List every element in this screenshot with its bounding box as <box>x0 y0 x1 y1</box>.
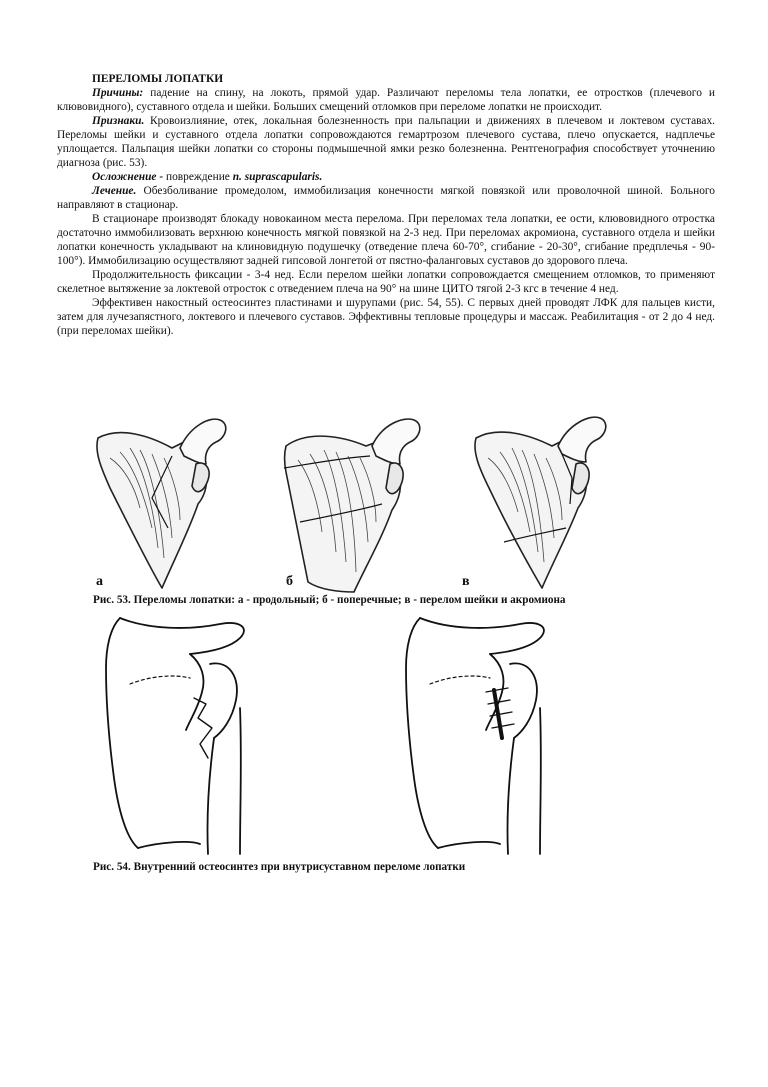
treatment-text: Обезболивание промедолом, иммобилизация конечности мягкой повязкой или проволочной шиной. Больного направляют в стационар. <box>57 185 715 211</box>
figure-53-label-c: в <box>462 574 470 589</box>
article-body <box>57 72 715 338</box>
treatment-lead: Лечение. <box>92 185 137 197</box>
complication-paragraph <box>57 170 715 184</box>
article-title: ПЕРЕЛОМЫ ЛОПАТКИ <box>92 73 224 85</box>
duration-paragraph: Продолжительность фиксации - 3-4 нед. Если перелом шейки лопатки сопровождается смещением отломков, то применяют скелетное вытяжение за локтевой отросток с отведением плеча на 90° на шине ЦИТО тягой 2-3 кгс в течение 4 нед. <box>57 269 715 295</box>
shoulder-after <box>406 618 544 854</box>
hospital-paragraph: В стационаре производят блокаду новокаином места перелома. При переломах тела лопатки, ее ости, клювовидного отростка достаточно иммобилизовать верхнюю конечность мягкой повязкой на 2-3 нед. При переломах акромиона, суставного отдела и шейки лопатки конечность укладывают на клиновидную подушечку (отведение плеча 60-70°, сгибание - 20-30°, сгибание предплечья - 90-100°). Иммобилизацию осуществляют задней гипсовой лонгетой от пястно-фаланговых суставов до здорового плеча. <box>57 213 715 267</box>
signs-text: Кровоизлияние, отек, локальная болезненность при пальпации и движениях в плечевом и локтевом суставах. Переломы шейки и суставного отдела лопатки сопровождаются гемартрозом плечевого сустава, плечо опускается, надплечье уплощается. Пальпация шейки лопатки со стороны подмышечной ямки резко болезненна. Рентгенография способствует уточнению диагноза (рис. 53). <box>57 115 715 169</box>
signs-paragraph <box>57 114 715 170</box>
treatment-paragraph <box>57 184 715 212</box>
figure-54-drawing <box>90 608 570 858</box>
figure-53 <box>80 408 640 596</box>
scapula-a <box>97 419 226 588</box>
causes-text: падение на спину, на локоть, прямой удар. Различают переломы тела лопатки, ее отростков (плечевого и клювовидного), суставного отдела и шейки. Больших смещений отломков при переломе лопатки не происходит. <box>57 87 715 113</box>
causes-paragraph <box>57 86 715 114</box>
shoulder-before <box>106 618 244 854</box>
causes-lead: Причины: <box>92 87 144 99</box>
complication-lead: Осложнение - <box>92 171 164 183</box>
figure-53-drawing <box>80 408 640 596</box>
scapula-c <box>475 417 606 588</box>
complication-text: повреждение <box>163 171 233 183</box>
figure-54-caption: Рис. 54. Внутренний остеосинтез при внутрисуставном переломе лопатки <box>93 861 466 873</box>
figure-53-label-a: а <box>96 574 103 589</box>
figure-54 <box>90 608 570 858</box>
figure-53-caption: Рис. 53. Переломы лопатки: а - продольный; б - поперечные; в - перелом шейки и акромиона <box>93 594 566 606</box>
figure-53-label-b: б <box>286 574 293 589</box>
osteosynthesis-paragraph: Эффективен накостный остеосинтез пластинами и шурупами (рис. 54, 55). С первых дней проводят ЛФК для пальцев кисти, затем для лучезапястного, локтевого и плечевого суставов. Эффективны тепловые процедуры и массаж. Реабилитация - от 2 до 4 нед. (при переломах шейки). <box>57 297 715 337</box>
signs-lead: Признаки. <box>92 115 145 127</box>
scapula-b <box>284 419 420 592</box>
complication-term: n. suprascapularis. <box>232 171 323 183</box>
